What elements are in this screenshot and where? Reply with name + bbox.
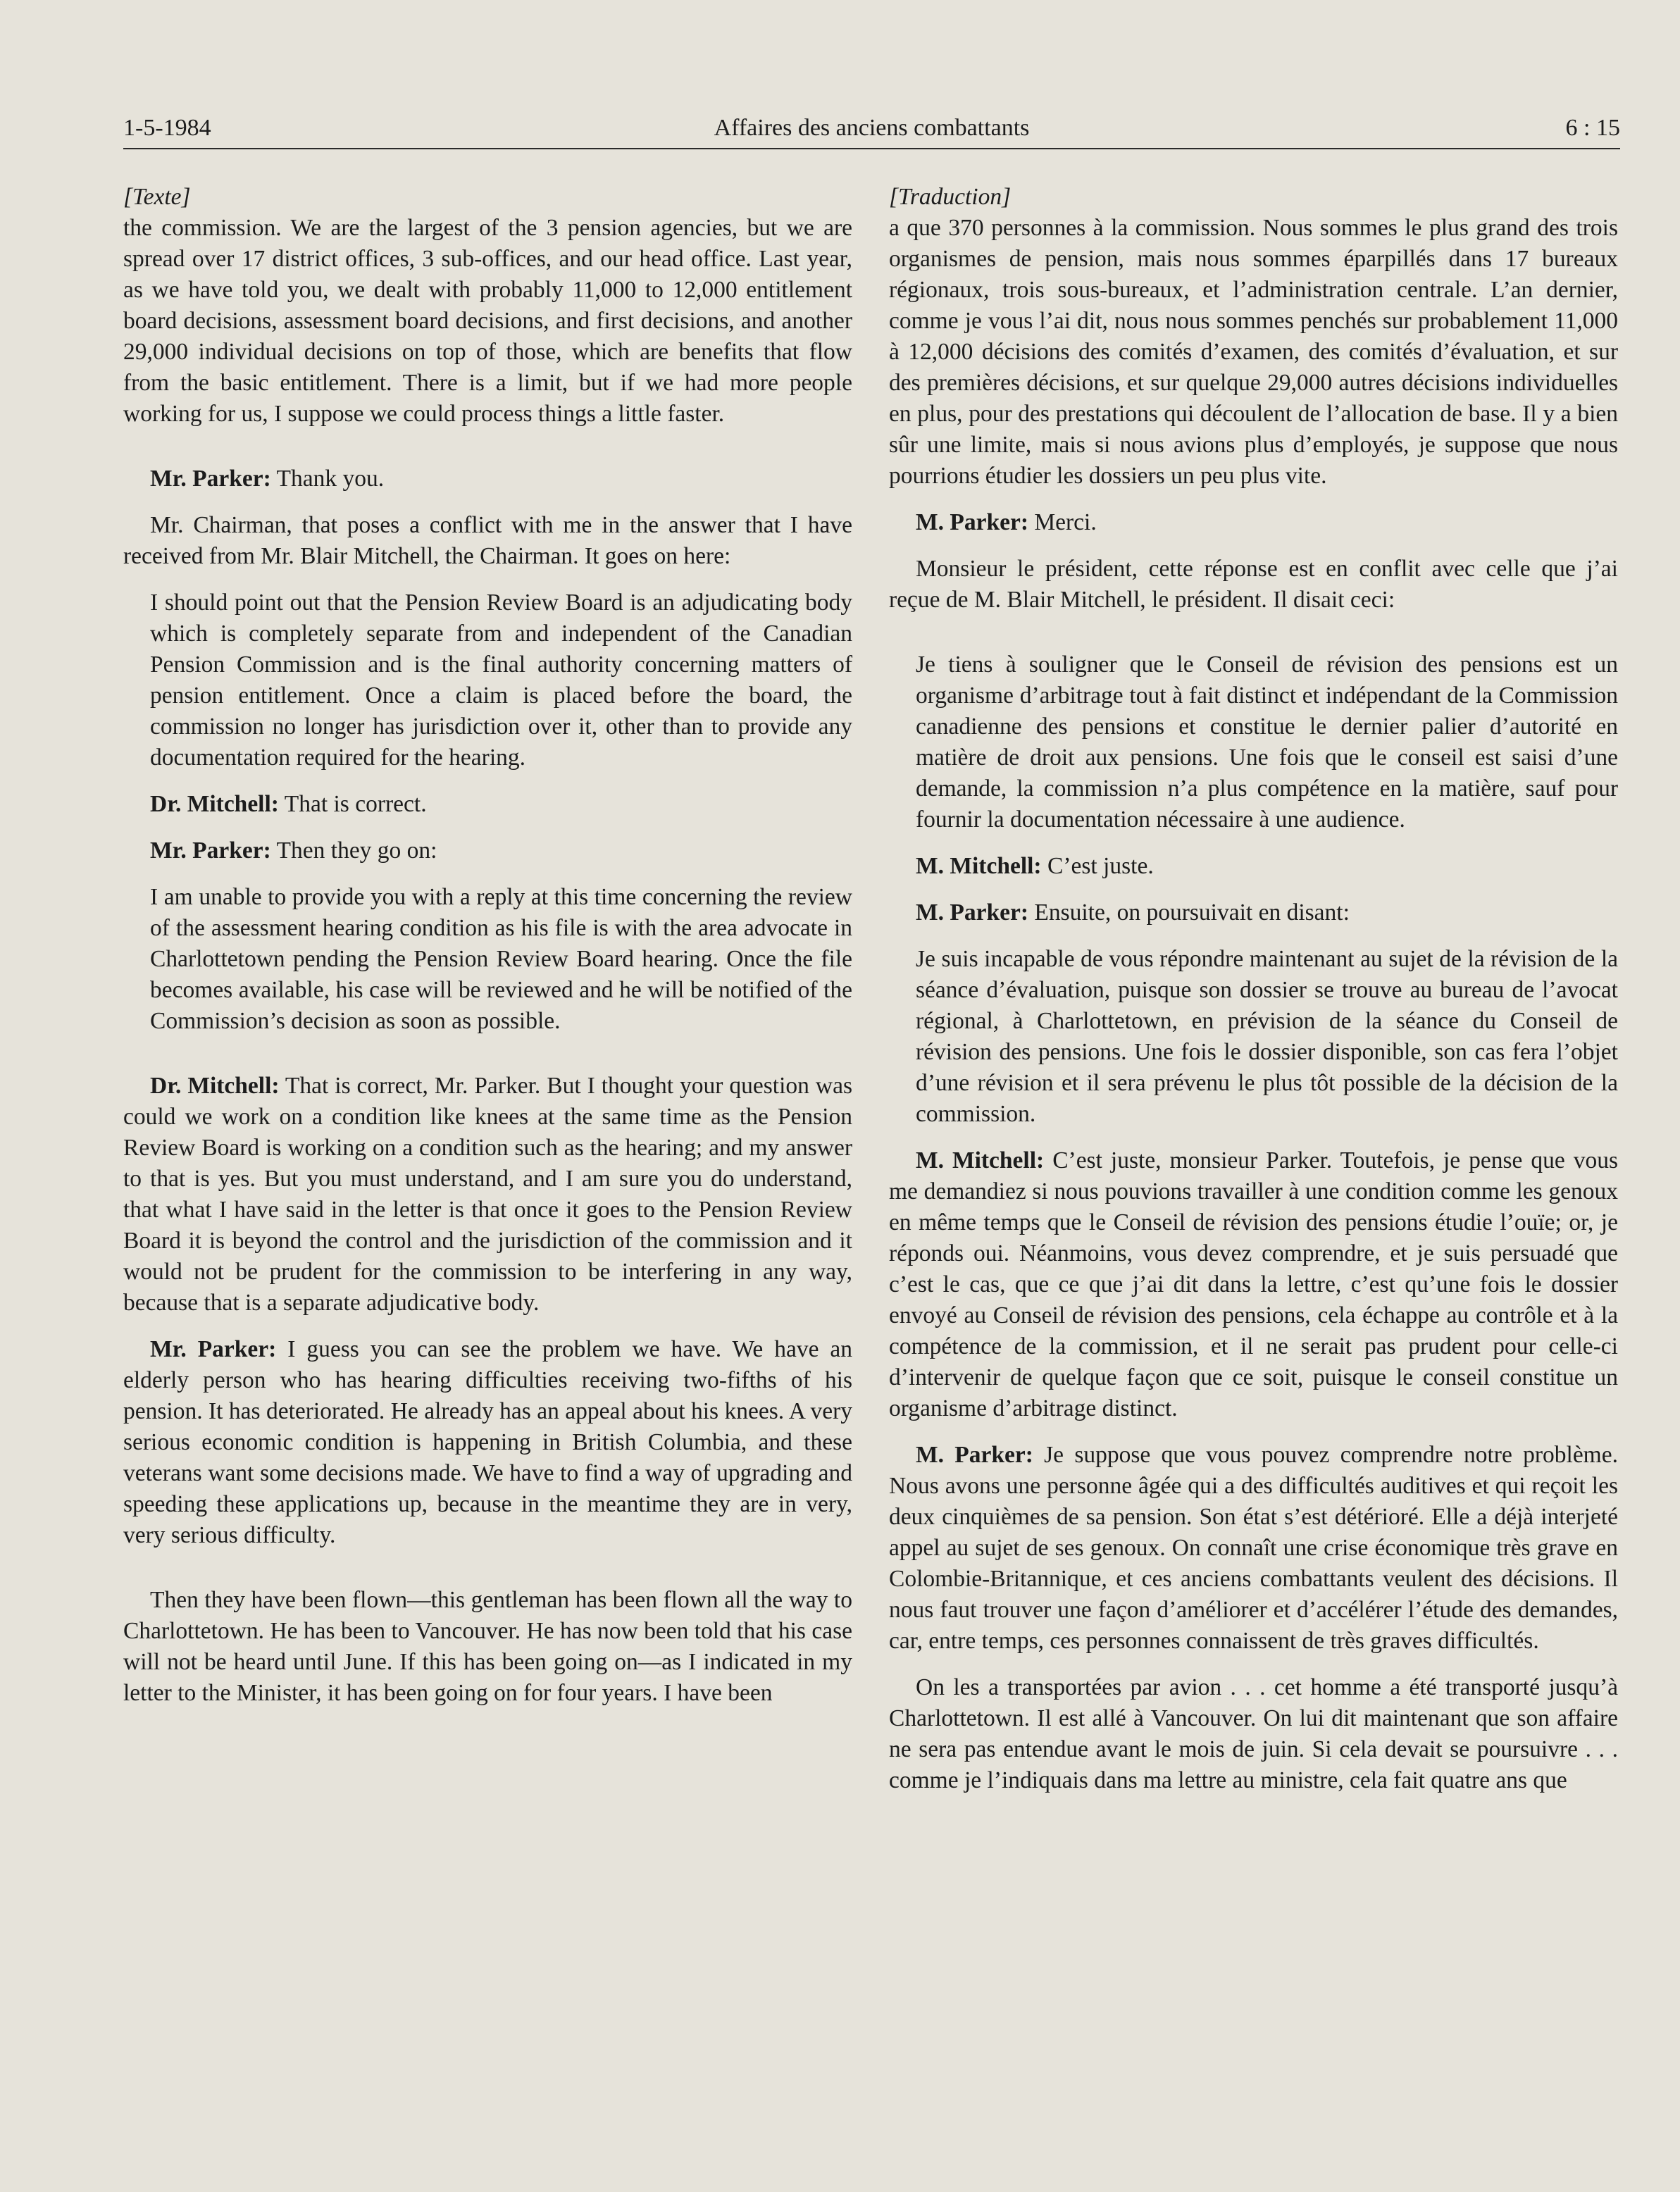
speaker-paragraph [123, 1071, 852, 1319]
speaker-name: Mr. Parker: [150, 466, 271, 492]
speaker-paragraph [889, 851, 1618, 882]
speaker-paragraph [123, 835, 852, 866]
speaker-paragraph [123, 463, 852, 494]
speaker-paragraph [123, 1334, 852, 1551]
speaker-name: M. Parker: [916, 899, 1028, 926]
quoted-paragraph: Je suis incapable de vous répondre maintenant au sujet de la révision de la séance d’évaluation, puisque son dossier se trouve au bureau de l’avocat régional, à Charlottetown, en prévision de la séance du Conseil de révision des pensions. Une fois le dossier disponible, son cas fera l’objet d’une révision et il sera prévenu le plus tôt possible de la décision de la commission. [916, 946, 1618, 1127]
speaker-name: M. Parker: [916, 509, 1028, 535]
speech-text: I guess you can see the problem we have. We have an elderly person who has hearing difficulties receiving two-fifths of his pension. It has deteriorated. He already has an appeal about his knees. A very serious economic condition is happening in British Columbia, and these veterans want some decisions made. We have to find a way of upgrading and speeding these applications up, because in the meantime they are in very, very serious difficulty. [123, 1336, 852, 1548]
speech-text: Ensuite, on poursuivait en disant: [1028, 899, 1350, 926]
speech-text: Then they go on: [270, 837, 437, 864]
quoted-paragraph: I am unable to provide you with a reply at this time concerning the review of the assessment hearing condition as his file is with the area advocate in Charlottetown pending the Pension Review Board hearing. Once the file becomes available, his case will be reviewed and he will be notified of the Commission’s decision as soon as possible. [150, 884, 852, 1034]
speaker-name: Mr. Parker: [150, 837, 271, 864]
speech-text: That is correct, Mr. Parker. But I thought your question was could we work on a condition like knees at the same time as the Pension Review Board is working on a condition such as the hearing; and my answer to that is yes. But you must understand, and I am sure you do understand, that what I have said in the letter is that once it goes to the Pension Review Board it is beyond the control and the jurisdiction of the commission and it would not be prudent for the commission to be interfering in any way, because that is a separate adjudicative body. [123, 1073, 852, 1316]
paragraph: the commission. We are the largest of the 3 pension agencies, but we are spread over 17 district offices, 3 sub-offices, and our head office. Last year, as we have told you, we dealt with probably 11,000 to 12,000 entitlement board decisions, assessment board decisions, and first decisions, and another 29,000 individual decisions on top of those, which are benefits that flow from the basic entitlement. There is a limit, but if we had more people working for us, I suppose we could process things a little faster. [123, 215, 852, 427]
quoted-paragraph: Je tiens à souligner que le Conseil de révision des pensions est un organisme d’arbitrage tout à fait distinct et indépendant de la Commission canadienne des pensions et constitue le dernier palier d’autorité en matière de droit aux pensions. Une fois que le conseil est saisi d’une demande, la commission n’a plus compétence en la matière, sauf pour fournir la documentation nécessaire à une audience. [916, 652, 1618, 833]
speaker-name: Mr. Parker: [150, 1336, 277, 1362]
running-header [123, 111, 1620, 145]
speaker-name: M. Mitchell: [916, 1147, 1045, 1173]
header-date: 1-5-1984 [123, 115, 211, 141]
header-page-number: 6 : 15 [1565, 115, 1620, 141]
speech-text: Thank you. [270, 466, 385, 492]
paragraph: On les a transportées par avion . . . cet homme a été transporté jusqu’à Charlottetown. Il est allé à Vancouver. On lui dit maintenant que son affaire ne sera pas entendue avant le mois de juin. Si cela devait se poursuivre . . . comme je l’indiquais dans ma lettre au ministre, cela fait quatre ans que [889, 1674, 1618, 1793]
speech-text: C’est juste. [1041, 853, 1154, 879]
speech-text: Je suppose que vous pouvez comprendre notre problème. Nous avons une personne âgée qui a des difficultés auditives et qui reçoit les deux cinquièmes de sa pension. Son état s’est détérioré. Elle a déjà interjeté appel au sujet de ses genoux. On connaît une crise économique très grave en Colombie-Britannique, et ces anciens combattants veulent des décisions. Il nous faut trouver une façon d’améliorer et d’accélérer l’étude des demandes, car, entre temps, ces personnes connaissent de très graves difficultés. [889, 1442, 1618, 1654]
speaker-name: Dr. Mitchell: [150, 791, 279, 817]
english-column [123, 182, 852, 1724]
speaker-name: M. Parker: [916, 1442, 1033, 1468]
column-label-text: [Texte] [123, 184, 191, 210]
speaker-paragraph [123, 789, 852, 820]
speech-text: That is correct. [278, 791, 427, 817]
paragraph: Monsieur le président, cette réponse est en conflit avec celle que j’ai reçue de M. Blair Mitchell, le président. Il disait ceci: [889, 556, 1618, 613]
speaker-name: Dr. Mitchell: [150, 1073, 280, 1099]
quoted-paragraph: I should point out that the Pension Review Board is an adjudicating body which is completely separate from and independent of the Canadian Pension Commission and is the final authority concerning matters of pension entitlement. Once a claim is placed before the board, the commission no longer has jurisdiction over it, other than to provide any documentation required for the hearing. [150, 590, 852, 771]
french-column [889, 182, 1618, 1812]
paragraph: Then they have been flown—this gentleman has been flown all the way to Charlottetown. He has been to Vancouver. He has now been told that his case will not be heard until June. If this has been going on—as I indicated in my letter to the Minister, it has been going on for four years. I have been [123, 1587, 852, 1706]
header-rule [123, 148, 1620, 149]
speaker-paragraph [889, 1145, 1618, 1424]
speaker-paragraph [889, 897, 1618, 928]
speech-text: Merci. [1028, 509, 1097, 535]
column-label-text: [Traduction] [889, 184, 1012, 210]
speech-text: C’est juste, monsieur Parker. Toutefois, je pense que vous me demandiez si nous pouvions travailler à une condition comme les genoux en même temps que le Conseil de révision des pensions étudie l’ouïe; or, je réponds oui. Néanmoins, vous devez comprendre, et je suis persuadé que c’est le cas, que ce que j’ai dit dans la lettre, c’est qu’une fois le dossier envoyé au Conseil de révision des pensions, cela échappe au contrôle et à la compétence de la commission, et il ne serait pas prudent pour celle-ci d’intervenir de quelque façon que ce soit, puisque le conseil constitue un organisme d’arbitrage distinct. [889, 1147, 1618, 1421]
paragraph: Mr. Chairman, that poses a conflict with me in the answer that I have received from Mr. Blair Mitchell, the Chairman. It goes on here: [123, 512, 852, 569]
header-title: Affaires des anciens combattants [714, 115, 1030, 141]
speaker-paragraph [889, 507, 1618, 538]
paragraph: a que 370 personnes à la commission. Nous sommes le plus grand des trois organismes de pension, mais nous sommes éparpillés dans 17 bureaux régionaux, trois sous-bureaux, et l’administration centrale. L’an dernier, comme je vous l’ai dit, nous nous sommes penchés sur probablement 11,000 à 12,000 décisions des comités d’examen, des comités d’évaluation, et sur des premières décisions, et sur quelque 29,000 autres décisions individuelles en plus, pour des prestations qui découlent de l’allocation de base. Il y a bien sûr une limite, mais si nous avions plus d’employés, je suppose que nous pourrions étudier les dossiers un peu plus vite. [889, 215, 1618, 489]
speaker-paragraph [889, 1440, 1618, 1657]
speaker-name: M. Mitchell: [916, 853, 1042, 879]
